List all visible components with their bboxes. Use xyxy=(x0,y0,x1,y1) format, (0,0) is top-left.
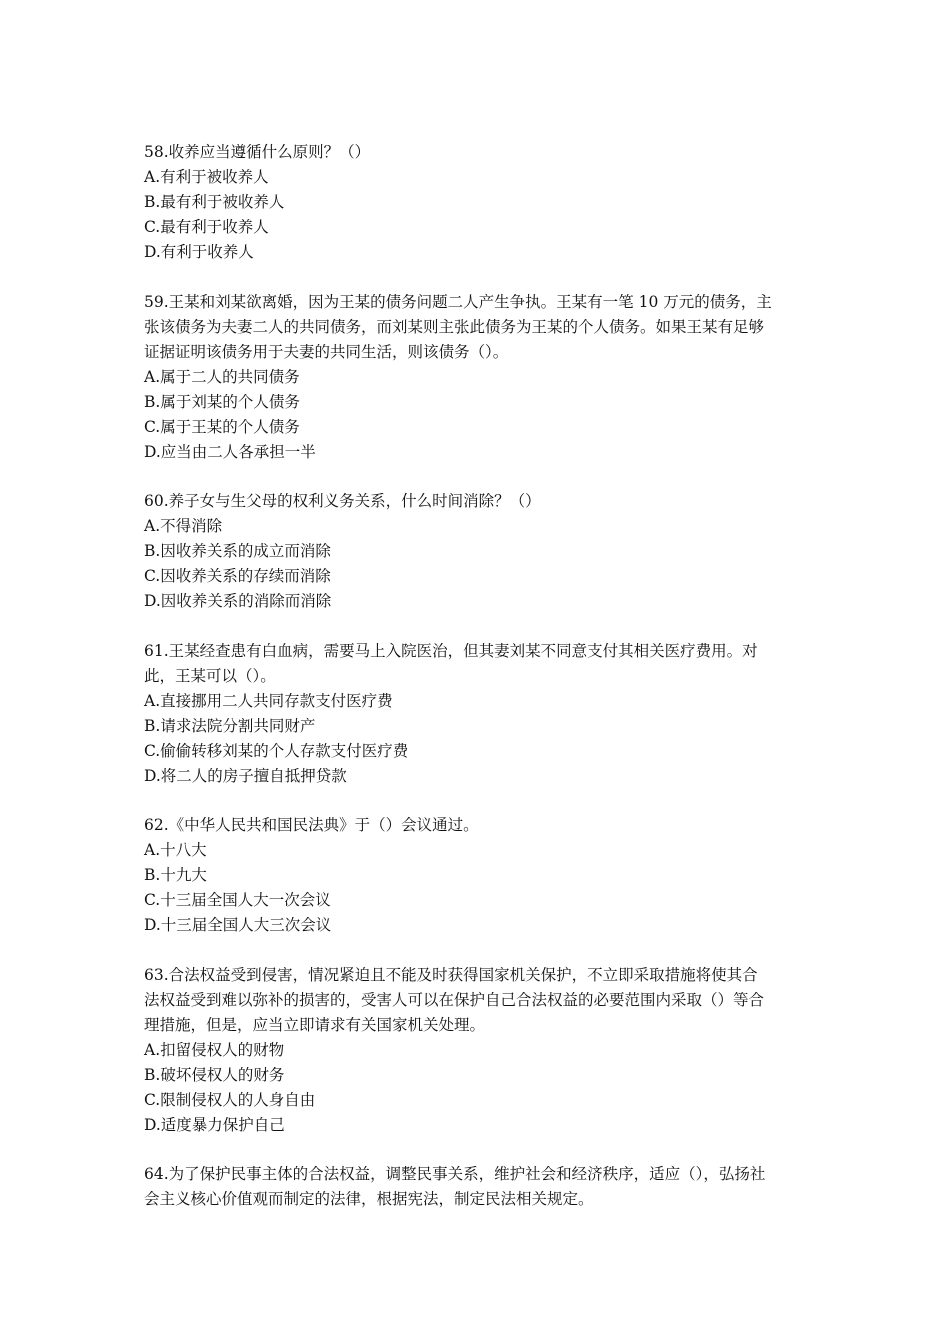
answer-option: A.扣留侵权人的财物 xyxy=(144,1040,285,1059)
answer-option: D.有利于收养人 xyxy=(144,243,254,261)
question-block xyxy=(144,290,812,465)
answer-option: D.将二人的房子擅自抵押贷款 xyxy=(144,766,347,785)
answer-option: B.破坏侵权人的财务 xyxy=(144,1065,285,1084)
question-stem-line: 64.为了保护民事主体的合法权益，调整民事关系，维护社会和经济秩序，适应（），弘扬社 xyxy=(144,1165,766,1183)
question-stem-line: 58.收养应当遵循什么原则？（） xyxy=(144,143,371,161)
answer-option: B.十九大 xyxy=(144,866,207,884)
question-stem-line: 61.王某经查患有白血病，需要马上入院医治，但其妻刘某不同意支付其相关医疗费用。对 xyxy=(144,641,758,660)
answer-option: A.不得消除 xyxy=(144,517,223,535)
answer-option: C.属于王某的个人债务 xyxy=(144,417,300,436)
question-stem-line: 会主义核心价值观而制定的法律，根据宪法，制定民法相关规定。 xyxy=(144,1190,594,1208)
answer-option: B.最有利于被收养人 xyxy=(144,193,285,211)
question-stem-line: 张该债务为夫妻二人的共同债务，而刘某则主张此债务为王某的个人债务。如果王某有足够 xyxy=(144,317,765,336)
question-block xyxy=(144,963,812,1138)
question-stem-line: 59.王某和刘某欲离婚，因为王某的债务问题二人产生争执。王某有一笔 10 万元的债务，主 xyxy=(144,292,772,311)
answer-option: B.请求法院分割共同财产 xyxy=(144,716,316,735)
answer-option: D.因收养关系的消除而消除 xyxy=(144,592,332,610)
question-stem-line: 63.合法权益受到侵害，情况紧迫且不能及时获得国家机关保护，不立即采取措施将使其合 xyxy=(144,965,758,984)
question-list xyxy=(144,140,812,1212)
answer-option: C.十三届全国人大一次会议 xyxy=(144,891,331,909)
question-stem-line: 理措施，但是，应当立即请求有关国家机关处理。 xyxy=(144,1015,486,1034)
question-block xyxy=(144,639,812,789)
answer-option: D.十三届全国人大三次会议 xyxy=(144,916,332,934)
question-block xyxy=(144,1162,812,1212)
question-stem-line: 60.养子女与生父母的权利义务关系，什么时间消除？（） xyxy=(144,492,541,510)
question-block xyxy=(144,140,812,265)
document-page xyxy=(144,140,812,1237)
answer-option: A.十八大 xyxy=(144,841,207,859)
answer-option: A.直接挪用二人共同存款支付医疗费 xyxy=(144,691,393,710)
question-stem-line: 法权益受到难以弥补的损害的，受害人可以在保护自己合法权益的必要范围内采取（）等合 xyxy=(144,990,765,1009)
question-stem-line: 此，王某可以（）。 xyxy=(144,666,276,685)
question-block xyxy=(144,813,812,938)
answer-option: D.适度暴力保护自己 xyxy=(144,1115,285,1134)
question-stem-line: 证据证明该债务用于夫妻的共同生活，则该债务（）。 xyxy=(144,342,509,361)
answer-option: D.应当由二人各承担一半 xyxy=(144,442,316,461)
answer-option: C.因收养关系的存续而消除 xyxy=(144,567,331,585)
answer-option: A.有利于被收养人 xyxy=(144,168,269,186)
answer-option: C.限制侵权人的人身自由 xyxy=(144,1090,316,1109)
question-stem-line: 62.《中华人民共和国民法典》于（）会议通过。 xyxy=(144,816,479,834)
answer-option: B.属于刘某的个人债务 xyxy=(144,392,300,411)
answer-option: C.最有利于收养人 xyxy=(144,218,269,236)
answer-option: A.属于二人的共同债务 xyxy=(144,367,300,386)
answer-option: C.偷偷转移刘某的个人存款支付医疗费 xyxy=(144,741,409,760)
answer-option: B.因收养关系的成立而消除 xyxy=(144,542,331,560)
question-block xyxy=(144,489,812,614)
